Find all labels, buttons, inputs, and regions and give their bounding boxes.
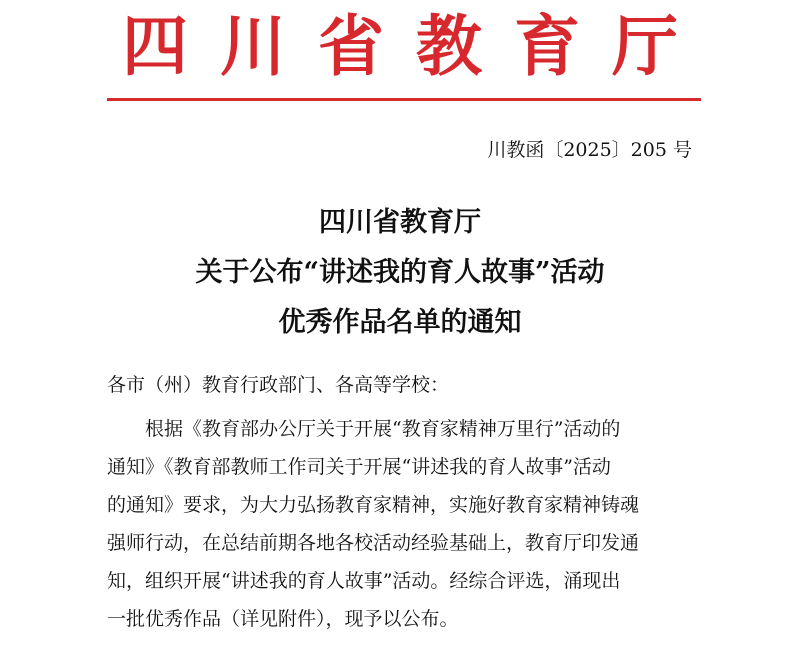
title-line-3: 优秀作品名单的通知	[278, 307, 522, 338]
title-line-1: 四川省教育厅	[319, 207, 481, 238]
body-line: 通知》《教育部教师工作司关于开展“讲述我的育人故事”活动	[107, 456, 611, 478]
masthead-char: 育	[514, 7, 580, 85]
document-title	[100, 198, 700, 348]
document-number: 川教函〔2025〕205 号	[487, 139, 692, 161]
body-line: 一批优秀作品（详见附件），现予以公布。	[107, 608, 459, 630]
body-line: 强师行动，在总结前期各地各校活动经验基础上，教育厅印发通	[107, 532, 640, 554]
title-line-2: 关于公布“讲述我的育人故事”活动	[195, 257, 605, 288]
masthead-char: 省	[318, 7, 384, 85]
masthead-char: 川	[220, 7, 286, 85]
body-line: 根据《教育部办公厅关于开展“教育家精神万里行”活动的	[145, 418, 621, 440]
body-paragraph	[107, 410, 703, 638]
body-line: 的通知》要求，为大力弘扬教育家精神，实施好教育家精神铸魂	[107, 494, 640, 516]
masthead-title	[120, 6, 680, 86]
masthead-char: 四	[122, 7, 188, 85]
masthead-char: 教	[416, 7, 482, 85]
body-line: 知，组织开展“讲述我的育人故事”活动。经综合评选，涌现出	[107, 570, 621, 592]
salutation: 各市（州）教育行政部门、各高等学校：	[107, 374, 450, 396]
masthead-red-rule	[107, 98, 701, 101]
masthead-char: 厅	[612, 7, 678, 85]
